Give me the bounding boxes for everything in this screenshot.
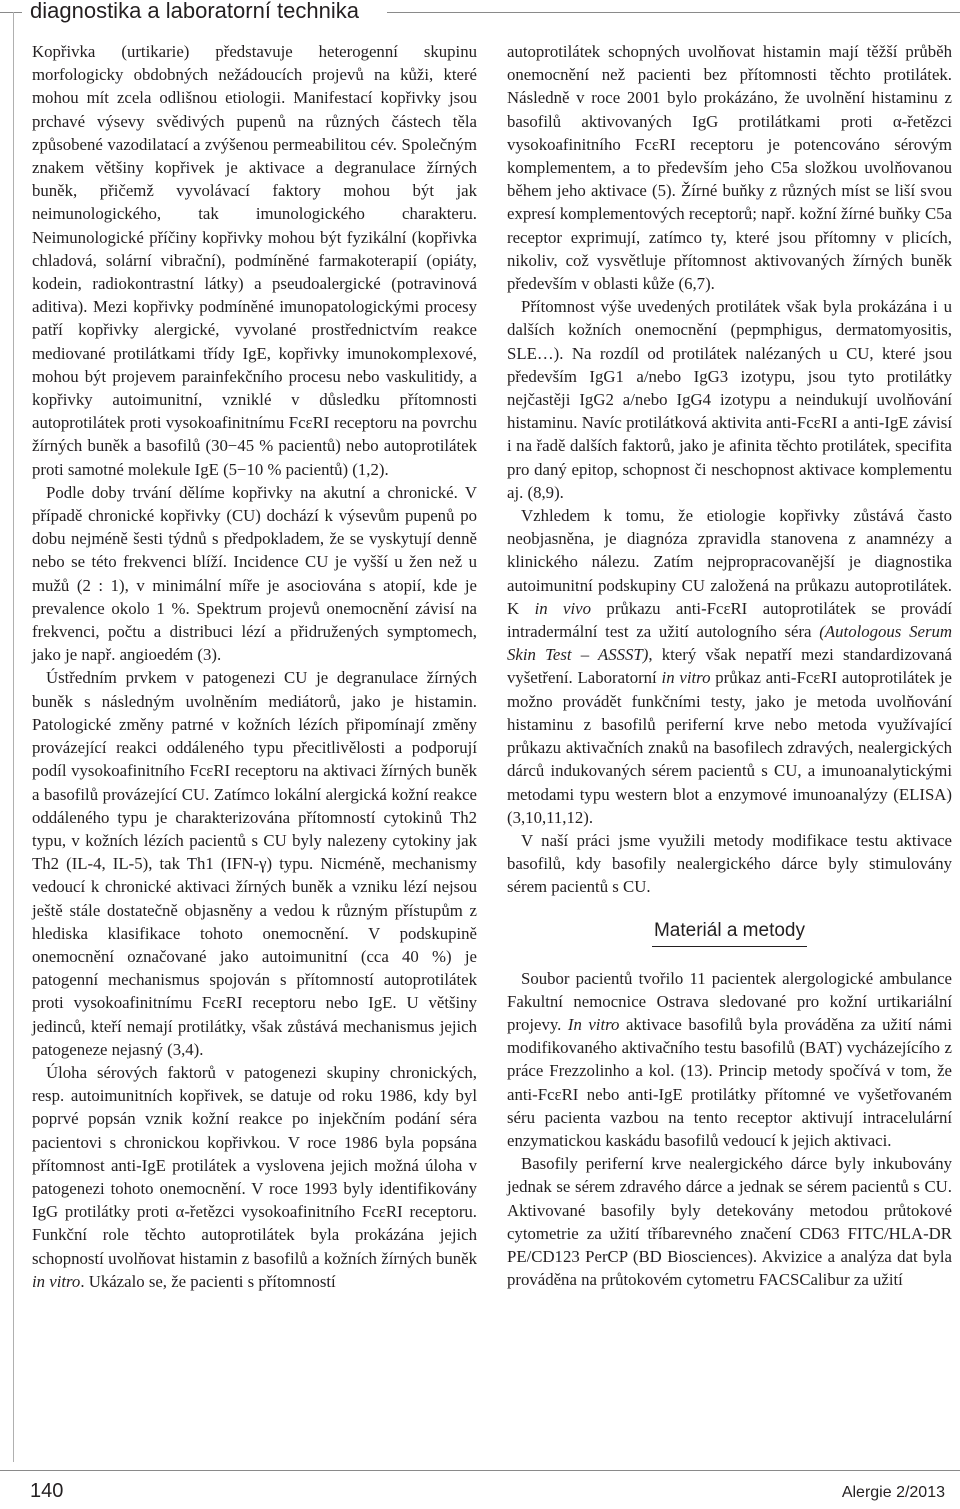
paragraph: Kopřivka (urtikarie) představuje heterogenní skupinu morfologicky obdobných nežádoucích projevů na kůži, které mohou mít zcela odlišnou etiologii. Manifestací kopřivky jsou prchavé výsevy svědivých pupenů na různých částech těla způsobené vazodilatací a zvýšenou permeabilitou cév. Společným znakem většiny kopřivek je aktivace a degranulace žírných buněk, přičemž vyvolávací faktory mohou být jak neimunologického, tak imunologického charakteru. Neimunologické příčiny kopřivky mohou být fyzikální (kopřivka chladová, solární vibrační), podmíněné farmakoterapií (opiáty, kodein, radiokontrastní látky) a pseudoalergické (potravinová aditiva). Mezi kopřivky podmíněné imunopatologickými procesy patří kopřivky alergické, vyvolané prostřednictvím reakce mediované protilátkami třídy IgE, kopřivky imunokomplexové, mohou být projevem parainfekčního procesu nebo vaskulitidy, a kopřivky autoimunitní, vzniklé v důsledku přítomnosti autoprotilátek proti vysokoafinitnímu FcεRI receptoru na povrchu žírných buněk a basofilů (30−45 % pacientů) nebo autoprotilátek proti samotné molekule IgE (5−10 % pacientů) (1,2). <box>32 42 477 479</box>
paragraph <box>32 1061 477 1293</box>
header-rule <box>387 12 960 13</box>
paragraph: Přítomnost výše uvedených protilátek však byla prokázána i u dalších kožních onemocnění (pepmphigus, dermatomyositis, SLE…). Na rozdíl od protilátek nalézaných u CU, které jsou především IgG1 a/nebo IgG3 izotypu, jsou tyto protilátky nejčastěji IgG2 a/nebo IgG4 izotypu a neindukují uvolňování histaminu. Navíc protilátková aktivita anti-FcεRI a anti-IgE závisí i na řadě dalších faktorů, jako je afinita těchto protilátek, specifita pro daný epitop, schopnost či neschopnost aktivace komplementu aj. (8,9). <box>507 297 952 502</box>
paragraph: Basofily periferní krve nealergického dárce byly inkubovány jednak se sérem zdravého dárce a jednak se sérem pacientů s CU. Aktivované basofily byly detekovány metodou průtokové cytometrie za užití tříbarevného značení CD63 FITC/HLA-DR PE/CD123 PerCP (BD Biosciences). Akvizice a analýza dat byla prováděna na průtokovém cytometru FACSCalibur za užití <box>507 1154 952 1290</box>
right-column <box>507 40 952 1291</box>
text-run: Vzhledem k tomu, že etiologie kopřivky zůstává často neobjasněna, je diagnóza zpravidla stanovena z anamnézy a klinického nálezu. Zatím nejpropracovanější je diagnostika autoimunitní podskupiny CU založená na průkazu autoprotilátek. K <box>507 506 952 618</box>
text-run: , který však nepatří mezi standardizovaná vyšetření. Laboratorní <box>507 645 952 688</box>
section-heading <box>507 919 952 947</box>
margin-rule <box>13 12 14 1462</box>
text-run: . Ukázalo se, že pacienti s přítomností <box>80 1271 336 1291</box>
section-heading-text: Materiál a metody <box>652 919 807 947</box>
left-column <box>32 40 477 1293</box>
footer-rule <box>0 1470 960 1471</box>
text-run: aktivace basofilů byla prováděna za užití námi modifikovaného aktivačního testu basofilů (BAT) vycházejícího z práce Frezzolinho a kol. (13). Princip metody spočívá v tom, že anti-FcεRI nebo anti-IgE protilátky přítomné ve vyšetřovaném séru pacienta vazbou na tento receptor aktivují intracelulární enzymatickou kaskádu basofilů vedoucí k jejich aktivaci. <box>507 1014 952 1150</box>
paragraph: Ústředním prvkem v patogenezi CU je degranulace žírných buněk s následným uvolněním mediátorů, jako je histamin. Patologické změny patrné v kožních lézích připomínají změny provázející reakci oddáleného typu přecitlivělosti a podporují podíl vysokoafinitního FcεRI receptoru na aktivaci žírných buněk a basofilů provázející CU. Zatímco lokální alergická kožní reakce oddáleného typu je charakterizována přítomností cytokinů Th2 typu, v kožních lézích pacientů s CU byly nalezeny cytokiny jak Th2 (IL-4, IL-5), tak Th1 (IFN-γ) typu. Nicméně, mechanismy vedoucí k chronické aktivaci žírných buněk a vzniku lézí nejsou ještě stále dostatečně objasněny a vedou k různým přístupům z hlediska klasifikace tohoto onemocnění. V podskupině onemocnění označované jako autoimunitní (cca 40 %) je patogenní mechanismus spojován s přítomností autoprotilátek proti vysokoafinitnímu FcεRI receptoru nebo IgE. U většiny jedinců, kteří nemají protilátky, však zůstává mechanismus jejich patogeneze nejasný (3,4). <box>32 668 477 1059</box>
italic-term: In vitro <box>567 1014 620 1034</box>
italic-term: in vitro <box>661 668 711 688</box>
paragraph <box>507 504 952 829</box>
text-run: průkazu anti-FcεRI autoprotilátek se provádí intradermální test za užití autologního séra <box>507 598 952 642</box>
paragraph <box>507 967 952 1153</box>
journal-name: Alergie 2/2013 <box>841 1484 945 1501</box>
text-run: průkaz anti-FcεRI autoprotilátek je možno provádět funkčními testy, jako je metoda uvolňování histaminu z basofilů periferní krve nebo metoda využívající průkazu aktivačních znaků na basofilech zdravých, nealergických dárců indukovaných sérem pacientů s CU, a imunoanalytickými metodami typu western blot a enzymové imunoanalýzy (ELISA) (3,10,11,12). <box>507 668 953 827</box>
section-title: diagnostika a laboratorní technika <box>30 0 359 23</box>
paragraph: Podle doby trvání dělíme kopřivky na akutní a chronické. V případě chronické kopřivky (CU) dochází k výsevům pupenů po dobu nejméně šesti týdnů s předpokladem, že se vyskytují denně nebo se této frekvenci blíží. Incidence CU je vyšší u žen než u mužů (2 : 1), v minimální míře je asociována s atopií, kde je prevalence okolo 1 %. Spektrum projevů onemocnění závisí na frekvenci, počtu a distribuci lézí a přidružených symptomech, jako je např. angioedém (3). <box>32 482 477 665</box>
paragraph: V naší práci jsme využili metody modifikace testu aktivace basofilů, kdy basofily nealergického dárce byly stimulovány sérem pacientů s CU. <box>507 830 952 897</box>
italic-term: in vitro <box>32 1271 81 1291</box>
running-header <box>0 0 960 30</box>
header-rule-left <box>0 12 22 13</box>
italic-term: (Autologous Serum Skin Test – ASSST) <box>507 622 952 665</box>
italic-term: in vivo <box>534 598 591 618</box>
paragraph: autoprotilátek schopných uvolňovat histamin mají těžší průběh onemocnění než pacienti bez přítomnosti těchto protilátek. Následně v roce 2001 bylo prokázáno, že uvolnění histaminu z basofilů aktivovaných IgG protilátkami proti α-řetězci vysokoafinitního FcεRI receptoru je potencováno sérovým komplementem, a to především jeho C5a složkou uvolňovanou během jeho aktivace (5). Žírné buňky z různých míst se liší svou expresí komplementových receptorů; např. kožní žírné buňky C5a receptor exprimují, zatímco ty, které jsou přítomny v plicích, nikoliv, což vysvětluje přítomnost aktivovaných žírných buněk především v oblasti kůže (6,7). <box>507 42 952 294</box>
text-run: Úloha sérových faktorů v patogenezi skupiny chronických, resp. autoimunitních kopřivek, se datuje od roku 1986, kdy byl poprvé popsán vznik kožní reakce po injekčním podání séra pacientovi s chronickou kopřivkou. V roce 1986 byla popsána přítomnost anti-IgE protilátek a vyslovena jejich možná úloha v patogenezi tohoto onemocnění. V roce 1993 byly identifikovány IgG protilátky proti α-řetězci vysokoafinitního FcεRI receptoru. Funkční role těchto autoprotilátek byla prokázána jejich schopností uvolňovat histamin z basofilů a kožních žírných buněk <box>32 1062 477 1268</box>
text-run: Soubor pacientů tvořilo 11 pacientek alergologické ambulance Fakultní nemocnice Ostrava sledované pro kožní urtikariální projevy. <box>507 968 952 1034</box>
page-number: 140 <box>30 1480 64 1502</box>
